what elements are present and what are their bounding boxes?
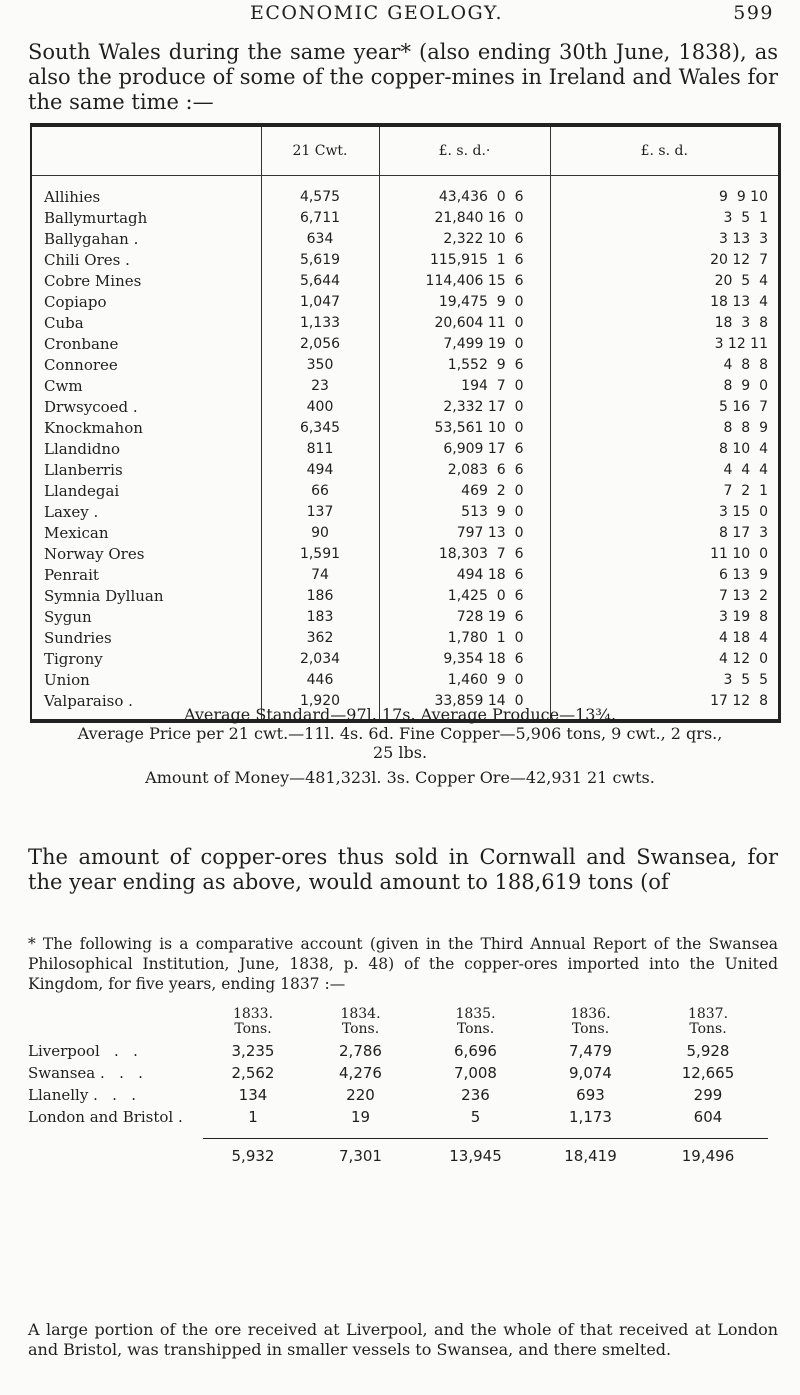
table-row	[31, 249, 780, 270]
price-value: 5 16 7	[550, 396, 780, 417]
mine-name: Llanberris	[44, 460, 123, 479]
table-row	[31, 312, 780, 333]
amount-value: 20,604 11 0	[379, 312, 550, 333]
price-value: 4 12 0	[550, 648, 780, 669]
header-mine	[31, 125, 261, 176]
tons-value: 350	[261, 354, 379, 375]
table-row	[31, 564, 780, 585]
price-value: 18 13 4	[550, 291, 780, 312]
port-value: 1	[248, 1108, 258, 1126]
price-value: 4 4 4	[550, 459, 780, 480]
mine-name: Laxey .	[44, 502, 99, 521]
summary-line-4: Amount of Money—481,323l. 3s. Copper Ore—42,931 21 cwts.	[145, 768, 655, 787]
amount-value: 728 19 6	[379, 606, 550, 627]
table-row	[31, 438, 780, 459]
mine-name: Connoree	[44, 355, 118, 374]
port-value: 3,235	[231, 1042, 275, 1060]
port-name: Llanelly . . .	[28, 1086, 136, 1104]
table-row	[31, 480, 780, 501]
mine-name: Knockmahon	[44, 418, 143, 437]
tons-value: 90	[261, 522, 379, 543]
intro-paragraph: South Wales during the same year* (also ending 30th June, 1838), as also the produce of some of the copper-mines in Ireland and Wales for the same time :—	[28, 40, 778, 114]
price-value: 4 18 4	[550, 627, 780, 648]
price-value: 20 12 7	[550, 249, 780, 270]
amount-value: 194 7 0	[379, 375, 550, 396]
mine-name: Union	[44, 670, 90, 689]
mine-name: Cronbane	[44, 334, 119, 353]
table-row	[31, 585, 780, 606]
price-value: 11 10 0	[550, 543, 780, 564]
port-value: 134	[238, 1086, 268, 1104]
mine-name: Sygun	[44, 607, 92, 626]
port-value: 220	[346, 1086, 375, 1104]
port-value: 604	[693, 1108, 723, 1126]
mine-name: Cuba	[44, 313, 84, 332]
table-row	[31, 501, 780, 522]
port-row	[28, 1040, 768, 1062]
port-value: 5	[470, 1108, 481, 1126]
price-value: 18 3 8	[550, 312, 780, 333]
port-name: Liverpool . .	[28, 1042, 138, 1060]
table-row	[31, 270, 780, 291]
tons-value: 2,034	[261, 648, 379, 669]
amount-value: 1,780 1 0	[379, 627, 550, 648]
amount-value: 21,840 16 0	[379, 207, 550, 228]
table-row	[31, 459, 780, 480]
mine-name: Allihies	[44, 187, 101, 206]
running-title: ECONOMIC GEOLOGY.	[250, 2, 504, 24]
amount-value: 797 13 0	[379, 522, 550, 543]
port-value: 693	[576, 1086, 605, 1104]
table-row	[31, 228, 780, 249]
tons-value: 183	[261, 606, 379, 627]
price-value: 4 8 8	[550, 354, 780, 375]
price-value: 9 9 10	[550, 176, 780, 208]
table-row	[31, 207, 780, 228]
year-1836: 1836. Tons.	[570, 1006, 611, 1037]
price-value: 3 13 3	[550, 228, 780, 249]
table-row	[31, 627, 780, 648]
amount-value: 43,436 0 6	[379, 176, 550, 208]
port-value: 5,928	[686, 1042, 730, 1060]
tons-value: 186	[261, 585, 379, 606]
price-value: 20 5 4	[550, 270, 780, 291]
year-1835: 1835. Tons.	[455, 1006, 496, 1037]
table-row	[31, 176, 780, 208]
port-value: 236	[461, 1086, 490, 1104]
ports-year-row	[28, 1007, 768, 1040]
tons-value: 4,575	[261, 176, 379, 208]
mine-name: Chili Ores .	[44, 250, 130, 269]
amount-value: 2,083 6 6	[379, 459, 550, 480]
amount-value: 7,499 19 0	[379, 333, 550, 354]
tons-value: 23	[261, 375, 379, 396]
amount-value: 2,322 10 6	[379, 228, 550, 249]
table-row	[31, 333, 780, 354]
amount-value: 18,303 7 6	[379, 543, 550, 564]
price-value: 3 5 1	[550, 207, 780, 228]
amount-value: 19,475 9 0	[379, 291, 550, 312]
table-row	[31, 522, 780, 543]
port-value: 6,696	[454, 1042, 497, 1060]
tons-value: 1,591	[261, 543, 379, 564]
price-value: 3 15 0	[550, 501, 780, 522]
port-value: 1,173	[569, 1108, 612, 1126]
port-value: 19	[350, 1108, 371, 1126]
mine-name: Tigrony	[44, 649, 103, 668]
summary-line-2: Average Price per 21 cwt.—11l. 4s. 6d. Fine Copper—5,906 tons, 9 cwt., 2 qrs.,	[77, 724, 723, 743]
table-row	[31, 354, 780, 375]
amount-value: 1,460 9 0	[379, 669, 550, 690]
summary-line-3: 25 lbs.	[372, 743, 428, 762]
amount-value: 115,915 1 6	[379, 249, 550, 270]
port-row	[28, 1084, 768, 1106]
price-value: 8 8 9	[550, 417, 780, 438]
port-value: 299	[693, 1086, 723, 1104]
port-row	[28, 1062, 768, 1084]
amount-value: 53,561 10 0	[379, 417, 550, 438]
mine-name: Cwm	[44, 376, 83, 395]
price-value: 3 12 11	[550, 333, 780, 354]
mine-name: Sundries	[44, 628, 112, 647]
mine-name: Drwsycoed .	[44, 397, 138, 416]
footnote: * The following is a comparative account (given in the Third Annual Report of the Swansea Philosophical Institution, June, 1838, p. 48) of the copper-ores imported into the United Kingdom, for five years, ending 1837 :—	[28, 935, 778, 993]
amount-value: 1,552 9 6	[379, 354, 550, 375]
port-value: 9,074	[569, 1064, 612, 1082]
amount-value: 6,909 17 6	[379, 438, 550, 459]
tons-value: 137	[261, 501, 379, 522]
port-name: London and Bristol .	[28, 1108, 183, 1126]
amount-value: 494 18 6	[379, 564, 550, 585]
tons-value: 1,133	[261, 312, 379, 333]
year-1833: 1833. Tons.	[232, 1006, 274, 1037]
amount-value: 469 2 0	[379, 480, 550, 501]
tons-value: 811	[261, 438, 379, 459]
total-value: 13,945	[418, 1139, 533, 1168]
header-price: £. s. d.	[550, 125, 780, 176]
port-name: Swansea . . .	[28, 1064, 143, 1082]
price-value: 3 19 8	[550, 606, 780, 627]
amount-value: 114,406 15 6	[379, 270, 550, 291]
tons-value: 2,056	[261, 333, 379, 354]
page-header	[0, 2, 800, 32]
mine-name: Ballymurtagh	[44, 208, 148, 227]
total-value: 5,932	[203, 1139, 303, 1168]
summary-line-1: Average Standard—97l. 17s. Average Produce—13¾.	[183, 705, 617, 724]
year-1834: 1834. Tons.	[340, 1006, 381, 1037]
table-row	[31, 291, 780, 312]
mine-name: Mexican	[44, 523, 109, 542]
table-row	[31, 396, 780, 417]
port-value: 7,479	[569, 1042, 612, 1060]
copper-mines-table	[30, 123, 781, 723]
tons-value: 5,644	[261, 270, 379, 291]
amount-value: 33,859 14 0	[379, 690, 550, 721]
tons-value: 494	[261, 459, 379, 480]
tons-value: 1,920	[261, 690, 379, 721]
port-value: 2,562	[231, 1064, 275, 1082]
mine-name: Cobre Mines	[44, 271, 142, 290]
price-value: 7 2 1	[550, 480, 780, 501]
page-number: 599	[733, 2, 774, 24]
total-value: 18,419	[533, 1139, 648, 1168]
year-1837: 1837. Tons.	[687, 1006, 729, 1037]
price-value: 8 9 0	[550, 375, 780, 396]
amount-value: 9,354 18 6	[379, 648, 550, 669]
tons-value: 74	[261, 564, 379, 585]
price-value: 6 13 9	[550, 564, 780, 585]
closing-paragraph: A large portion of the ore received at Liverpool, and the whole of that received at London and Bristol, was transhipped in smaller vessels to Swansea, and there smelted.	[28, 1320, 778, 1359]
header-tons: 21 Cwt.	[261, 125, 379, 176]
tons-value: 362	[261, 627, 379, 648]
tons-value: 400	[261, 396, 379, 417]
price-value: 17 12 8	[550, 690, 780, 721]
mine-name: Llandidno	[44, 439, 121, 458]
port-value: 4,276	[339, 1064, 382, 1082]
table-row	[31, 669, 780, 690]
amount-value: 1,425 0 6	[379, 585, 550, 606]
mine-name: Norway Ores	[44, 544, 145, 563]
ports-comparison-table	[28, 1007, 768, 1167]
port-value: 7,008	[454, 1064, 497, 1082]
tons-value: 446	[261, 669, 379, 690]
table-row	[31, 606, 780, 627]
tons-value: 1,047	[261, 291, 379, 312]
mine-name: Copiapo	[44, 292, 107, 311]
price-value: 8 17 3	[550, 522, 780, 543]
tons-value: 6,711	[261, 207, 379, 228]
price-value: 8 10 4	[550, 438, 780, 459]
table-row	[31, 375, 780, 396]
tons-value: 66	[261, 480, 379, 501]
tons-value: 6,345	[261, 417, 379, 438]
header-amount: £. s. d.·	[379, 125, 550, 176]
table-row	[31, 417, 780, 438]
mine-name: Penrait	[44, 565, 99, 584]
spacer-row	[28, 1128, 768, 1139]
table-row	[31, 543, 780, 564]
mine-name: Llandegai	[44, 481, 120, 500]
port-row	[28, 1106, 768, 1128]
tons-value: 634	[261, 228, 379, 249]
port-value: 2,786	[339, 1042, 382, 1060]
mine-name: Ballygahan .	[44, 229, 139, 248]
ports-totals-row	[28, 1139, 768, 1168]
tons-value: 5,619	[261, 249, 379, 270]
amount-value: 513 9 0	[379, 501, 550, 522]
table-header-row	[31, 125, 780, 176]
total-value: 7,301	[303, 1139, 418, 1168]
total-value: 19,496	[648, 1139, 768, 1168]
mine-name: Valparaiso .	[44, 691, 133, 710]
price-value: 7 13 2	[550, 585, 780, 606]
continuation-paragraph: The amount of copper-ores thus sold in Cornwall and Swansea, for the year ending as above, would amount to 188,619 tons (of	[28, 845, 778, 894]
price-value: 3 5 5	[550, 669, 780, 690]
amount-value: 2,332 17 0	[379, 396, 550, 417]
table-row	[31, 648, 780, 669]
port-value: 12,665	[681, 1064, 735, 1082]
mine-name: Symnia Dylluan	[44, 586, 164, 605]
